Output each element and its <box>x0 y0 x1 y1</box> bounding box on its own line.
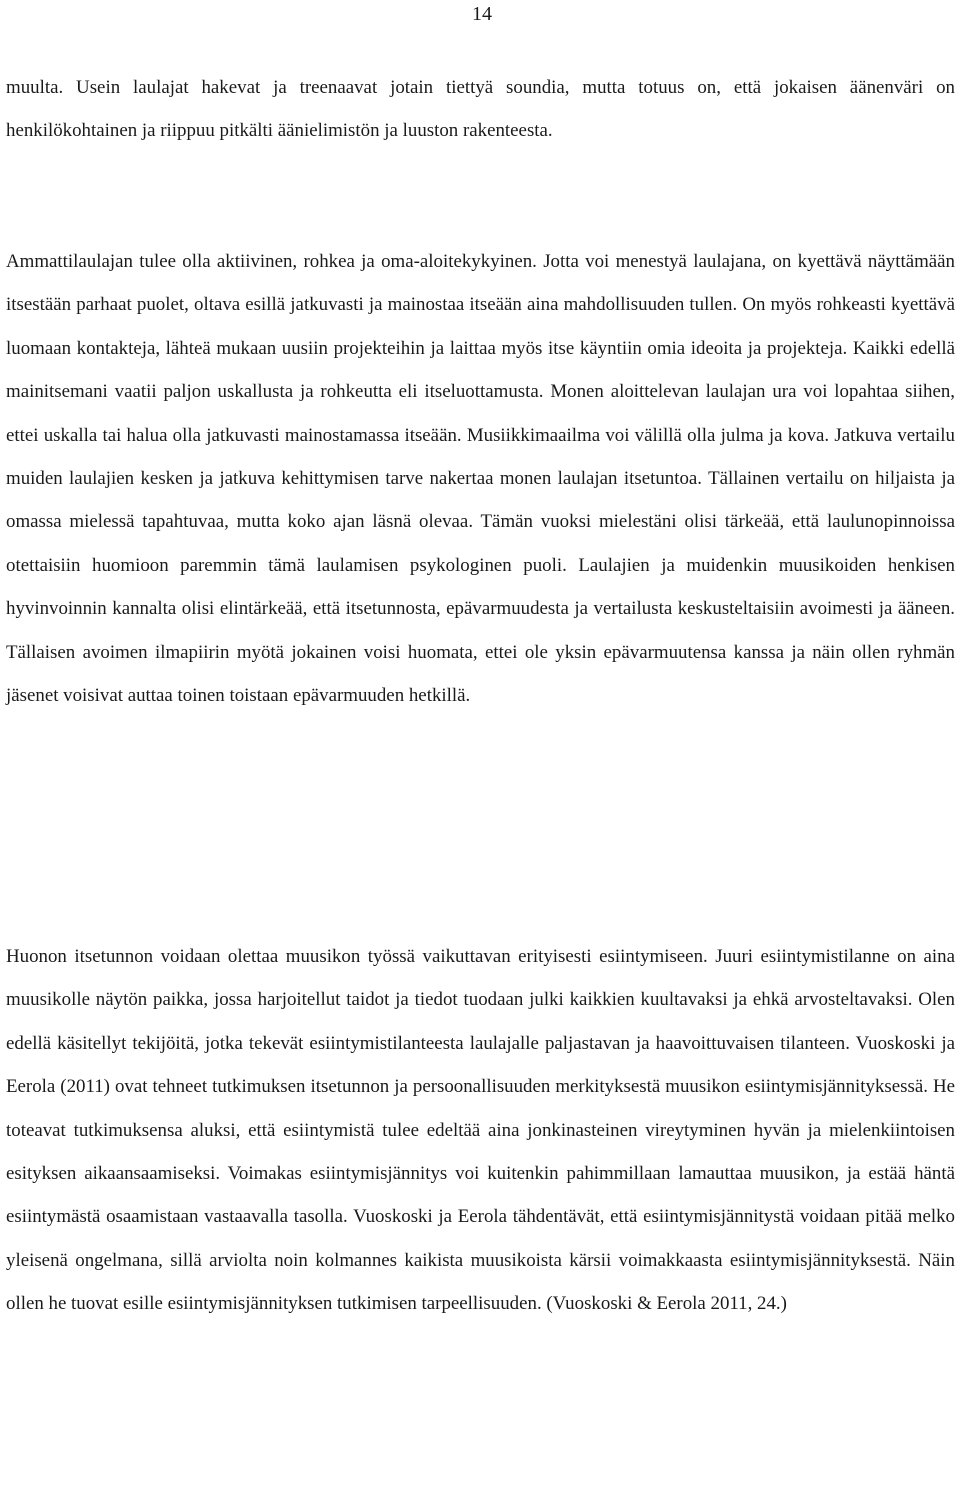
paragraph-performance-anxiety: Huonon itsetunnon voidaan olettaa muusikon työssä vaikuttavan erityisesti esiintymiseen. Juuri esiintymistilanne on aina muusikolle näytön paikka, jossa harjoitellut taidot ja tiedot tuodaan julki kaikkien kuultavaksi ja ehkä arvosteltavaksi. Olen edellä käsitellyt tekijöitä, jotka tekevät esiintymistilanteesta laulajalle paljastavan ja haavoittuvaisen tilanteen. Vuoskoski ja Eerola (2011) ovat tehneet tutkimuksen itsetunnon ja persoonallisuuden merkityksestä muusikon esiintymisjännityksessä. He toteavat tutkimuksensa aluksi, että esiintymistä tulee edeltää aina jonkinasteinen vireytyminen hyvän ja mielenkiintoisen esityksen aikaansaamiseksi. Voimakas esiintymisjännitys voi kuitenkin pahimmillaan lamauttaa muusikon, ja estää häntä esiintymästä osaamistaan vastaavalla tasolla. Vuoskoski ja Eerola tähdentävät, että esiintymisjännitystä voidaan pitää melko yleisenä ongelmana, sillä arviolta noin kolmannes kaikista muusikoista kärsii voimakkaasta esiintymisjännityksestä. Näin ollen he tuovat esille esiintymisjännityksen tutkimisen tarpeellisuuden. (Vuoskoski & Eerola 2011, 24.) <box>6 946 955 1315</box>
paragraph-professional-singer: Ammattilaulajan tulee olla aktiivinen, rohkea ja oma-aloitekykyinen. Jotta voi menestyä laulajana, on kyettävä näyttämään itsestään parhaat puolet, oltava esillä jatkuvasti ja mainostaa itseään aina mahdollisuuden tullen. On myös rohkeasti kyettävä luomaan kontakteja, lähteä mukaan uusiin projekteihin ja laittaa myös itse käyntiin omia ideoita ja projekteja. Kaikki edellä mainitsemani vaatii paljon uskallusta ja rohkeutta eli itseluottamusta. Monen aloittelevan laulajan ura voi lopahtaa siihen, ettei uskalla tai halua olla jatkuvasti mainostamassa itseään. Musiikkimaailma voi välillä olla julma ja kova. Jatkuva vertailu muiden laulajien kesken ja jatkuva kehittymisen tarve nakertaa monen laulajan itsetuntoa. Tällainen vertailu on hiljaista ja omassa mielessä tapahtuvaa, mutta koko ajan läsnä olevaa. Tämän vuoksi mielestäni olisi tärkeää, että laulunopinnoissa otettaisiin huomioon paremmin tämä laulamisen psykologinen puoli. Laulajien ja muidenkin muusikoiden henkisen hyvinvoinnin kannalta olisi elintärkeää, että itsetunnosta, epävarmuudesta ja vertailusta keskusteltaisiin avoimesti ja ääneen. Tällaisen avoimen ilmapiirin myötä jokainen voisi huomata, ettei ole yksin epävarmuutensa kanssa ja näin ollen ryhmän jäsenet voisivat auttaa toinen toistaan epävarmuuden hetkillä. <box>6 251 955 707</box>
paragraph-vocal-timbre: muulta. Usein laulajat hakevat ja treenaavat jotain tiettyä soundia, mutta totuus on, että jokaisen äänenväri on henkilökohtainen ja riippuu pitkälti äänielimistön ja luuston rakenteesta. <box>6 77 955 142</box>
page-number: 14 <box>472 3 492 25</box>
